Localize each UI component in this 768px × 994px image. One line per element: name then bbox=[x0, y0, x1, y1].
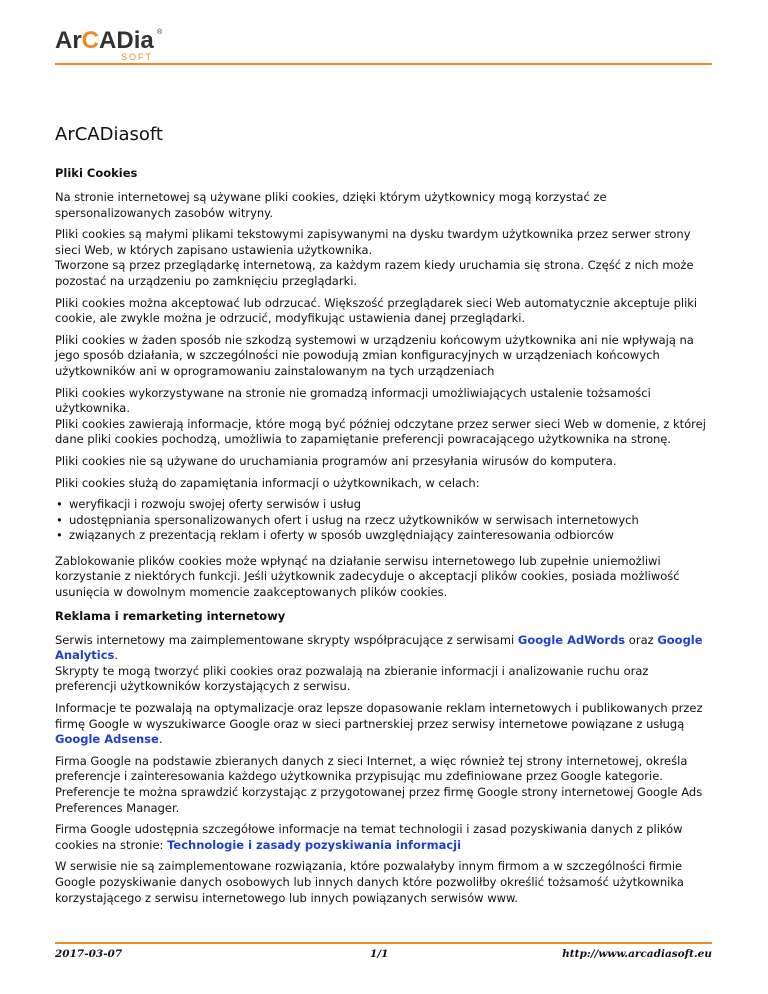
paragraph bbox=[55, 633, 712, 695]
text-run: Serwis internetowy ma zaimplementowane skrypty współpracujące z serwisami bbox=[55, 632, 518, 647]
text-run: Informacje te pozwalają na optymalizacje oraz lepsze dopasowanie reklam internetowych i publikowanych przez firmę Google w wyszukiwarce Google oraz w sieci partnerskiej przez serwisy internetowe powiązane z usługą bbox=[55, 701, 703, 731]
text-run: Skrypty te mogą tworzyć pliki cookies oraz pozwalają na zbieranie informacji i analizowanie ruchu oraz preferencji użytkowników korzystających z serwisu. bbox=[55, 663, 649, 694]
text-run: . bbox=[114, 648, 119, 663]
link-technologies[interactable]: Technologie i zasady pozyskiwania informacji bbox=[167, 837, 462, 852]
paragraph bbox=[55, 822, 712, 853]
paragraph-line: Tworzone są przez przeglądarkę internetową, za każdym razem kiedy uruchamia się strona. Część z nich może pozostać na urządzeniu po zamknięciu przeglądarki. bbox=[55, 258, 694, 288]
footer-page-number: 1/1 bbox=[370, 948, 389, 960]
paragraph-line: Pliki cookies zawierają informacje, które mogą być później odczytane przez serwer sieci Web w domenie, z której dane pliki cookies pochodzą, umożliwia to zapamiętanie preferencji powracającego użytkownika na stronę. bbox=[55, 416, 706, 447]
section-heading-advertising: Reklama i remarketing internetowy bbox=[55, 608, 286, 623]
text-run: . bbox=[158, 732, 163, 747]
document-title: ArCADiasoft bbox=[55, 124, 163, 145]
svg-text:ArCADia bbox=[55, 27, 154, 54]
paragraph: W serwisie nie są zaimplementowane rozwiązania, które pozwalałyby innym firmom a w szczególności firmie Google pozyskiwanie danych osobowych lub innych danych które pozwoliłby określić tożsamość użytkownika korzystającego z serwisu internetowego lub innych powiązanych serwisów www. bbox=[55, 859, 684, 905]
logo-part-ar: Ar bbox=[55, 27, 82, 54]
text-run: Firma Google udostępnia szczegółowe informacje na temat technologii i zasad pozyskiwania danych z plików cookies na stronie: bbox=[55, 822, 683, 852]
section-heading-cookies: Pliki Cookies bbox=[55, 166, 138, 180]
list-item: • związanych z prezentacją reklam i oferty w sposób uwzględniający zainteresowania odbiorców bbox=[69, 528, 712, 544]
paragraph: Pliki cookies służą do zapamiętania informacji o użytkownikach, w celach: bbox=[55, 475, 480, 490]
page-header bbox=[55, 22, 712, 66]
link-google-analytics[interactable]: Google Analytics bbox=[55, 632, 703, 663]
paragraph bbox=[55, 227, 712, 289]
page-footer bbox=[55, 948, 712, 964]
paragraph: Pliki cookies można akceptować lub odrzucać. Większość przeglądarek sieci Web automatycznie akceptuje pliki cookie, ale zwykle można je odrzucić, modyfikując ustawienia danej przeglądarki. bbox=[55, 295, 698, 326]
footer-date: 2017-03-07 bbox=[55, 948, 123, 960]
paragraph-line: Pliki cookies wykorzystywane na stronie nie gromadzą informacji umożliwiających ustalenie tożsamości użytkownika. bbox=[55, 385, 651, 416]
paragraph bbox=[55, 386, 712, 448]
logo-part-dia: Dia bbox=[116, 27, 154, 54]
header-divider bbox=[55, 63, 712, 65]
logo-part-a: A bbox=[99, 27, 117, 54]
text-run: oraz bbox=[625, 632, 658, 647]
paragraph: Na stronie internetowej są używane pliki cookies, dzięki którym użytkownicy mogą korzystać ze spersonalizowanych zasobów witryny. bbox=[55, 190, 607, 220]
paragraph: Pliki cookies nie są używane do uruchamiania programów ani przesyłania wirusów do komputera. bbox=[55, 453, 617, 468]
logo-part-c: C bbox=[81, 27, 100, 54]
list-item: • weryfikacji i rozwoju swojej oferty serwisów i usług bbox=[69, 497, 712, 513]
paragraph bbox=[55, 701, 712, 748]
arcadiasoft-logo[interactable] bbox=[55, 22, 185, 64]
footer-url[interactable]: http://www.arcadiasoft.eu bbox=[562, 948, 712, 960]
paragraph: Firma Google na podstawie zbieranych danych z sieci Internet, a więc również tej strony internetowej, określa preferencje i zainteresowania każdego użytkownika przypisując mu zdefiniowane przez Google kategorie. Preferencje te można sprawdzić korzystając z przygotowanej przez firmę Google strony internetowej Google Ads Preferences Manager. bbox=[55, 753, 703, 815]
logo-graphic bbox=[55, 22, 185, 64]
link-google-adsense[interactable]: Google Adsense bbox=[55, 732, 159, 747]
paragraph-line: Pliki cookies są małymi plikami tekstowymi zapisywanymi na dysku twardym użytkownika przez serwer strony sieci Web, w których zapisano ustawienia użytkownika. bbox=[55, 227, 691, 257]
logo-registered: ® bbox=[157, 29, 163, 36]
logo-sub: SOFT bbox=[121, 52, 153, 62]
link-google-adwords[interactable]: Google AdWords bbox=[517, 632, 626, 647]
purpose-list bbox=[55, 497, 712, 544]
paragraph: Zablokowanie plików cookies może wpłynąć na działanie serwisu internetowego lub zupełnie uniemożliwi korzystanie z niektórych funkcji. Jeśli użytkownik zadecyduje o akceptacji plików cookies, posiada możliwość usunięcia w dowolnym momencie zaakceptowanych plików cookies. bbox=[55, 553, 680, 600]
paragraph: Pliki cookies w żaden sposób nie szkodzą systemowi w urządzeniu końcowym użytkownika ani nie wpływają na jego sposób działania, w szczególności nie powodują zmian konfiguracyjnych w urządzeniach końcowych użytkowników ani w oprogramowaniu zainstalowanym na tych urządzeniach bbox=[55, 332, 694, 378]
document-content bbox=[55, 124, 712, 912]
footer-divider bbox=[55, 942, 712, 944]
list-item: • udostępniania spersonalizowanych ofert i usług na rzecz użytkowników w serwisach internetowych bbox=[69, 513, 712, 529]
